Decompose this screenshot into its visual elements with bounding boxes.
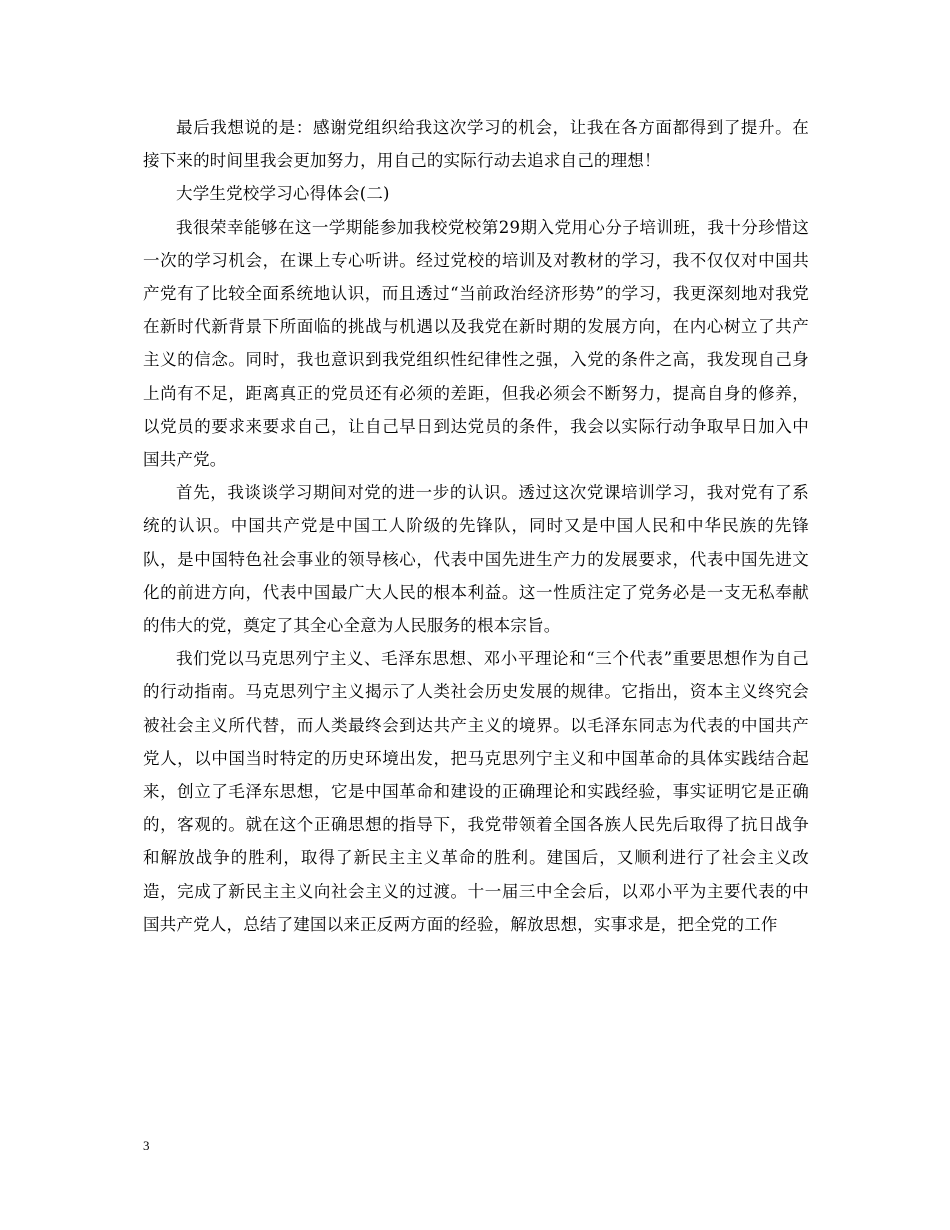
paragraph-intro: 我很荣幸能够在这一学期能参加我校党校第29期入党用心分子培训班，我十分珍惜这一次的学习机会，在课上专心听讲。经过党校的培训及对教材的学习，我不仅仅对中国共产党有了比较全面系统地认识，而且透过“当前政治经济形势”的学习，我更深刻地对我党在新时代新背景下所面临的挑战与机遇以及我党在新时期的发展方向，在内心树立了共产主义的信念。同时，我也意识到我党组织性纪律性之强，入党的条件之高，我发现自己身上尚有不足，距离真正的党员还有必须的差距，但我必须会不断努力，提高自身的修养，以党员的要求来要求自己，让自己早日到达党员的条件，我会以实际行动争取早日加入中国共产党。 [143, 217, 809, 470]
paragraph-first-point: 首先，我谈谈学习期间对党的进一步的认识。透过这次党课培训学习，我对党有了系统的认识。中国共产党是中国工人阶级的先锋队，同时又是中国人民和中华民族的先锋队，是中国特色社会事业的领导核心，代表中国先进生产力的发展要求，代表中国先进文化的前进方向，代表中国最广大人民的根本利益。这一性质注定了党务必是一支无私奉献的伟大的党，奠定了其全心全意为人民服务的根本宗旨。 [143, 483, 809, 636]
paragraph-guiding-ideology: 我们党以马克思列宁主义、毛泽东思想、邓小平理论和“三个代表”重要思想作为自己的行动指南。马克思列宁主义揭示了人类社会历史发展的规律。它指出，资本主义终究会被社会主义所代替，而人类最终会到达共产主义的境界。以毛泽东同志为代表的中国共产党人，以中国当时特定的历史环境出发，把马克思列宁主义和中国革命的具体实践结合起来，创立了毛泽东思想，它是中国革命和建设的正确理论和实践经验，事实证明它是正确的，客观的。就在这个正确思想的指导下，我党带领着全国各族人民先后取得了抗日战争和解放战争的胜利，取得了新民主主义革命的胜利。建国后，又顺利进行了社会主义改造，完成了新民主主义向社会主义的过渡。十一届三中全会后，以邓小平为主要代表的中国共产党人，总结了建国以来正反两方面的经验，解放思想，实事求是，把全党的工作 [143, 649, 809, 934]
section-heading: 大学生党校学习心得体会(二) [176, 184, 390, 204]
page-number: 3 [143, 1138, 150, 1153]
paragraph-closing: 最后我想说的是：感谢党组织给我这次学习的机会，让我在各方面都得到了提升。在接下来的时间里我会更加努力，用自己的实际行动去追求自己的理想！ [143, 118, 809, 171]
document-body [143, 111, 809, 941]
